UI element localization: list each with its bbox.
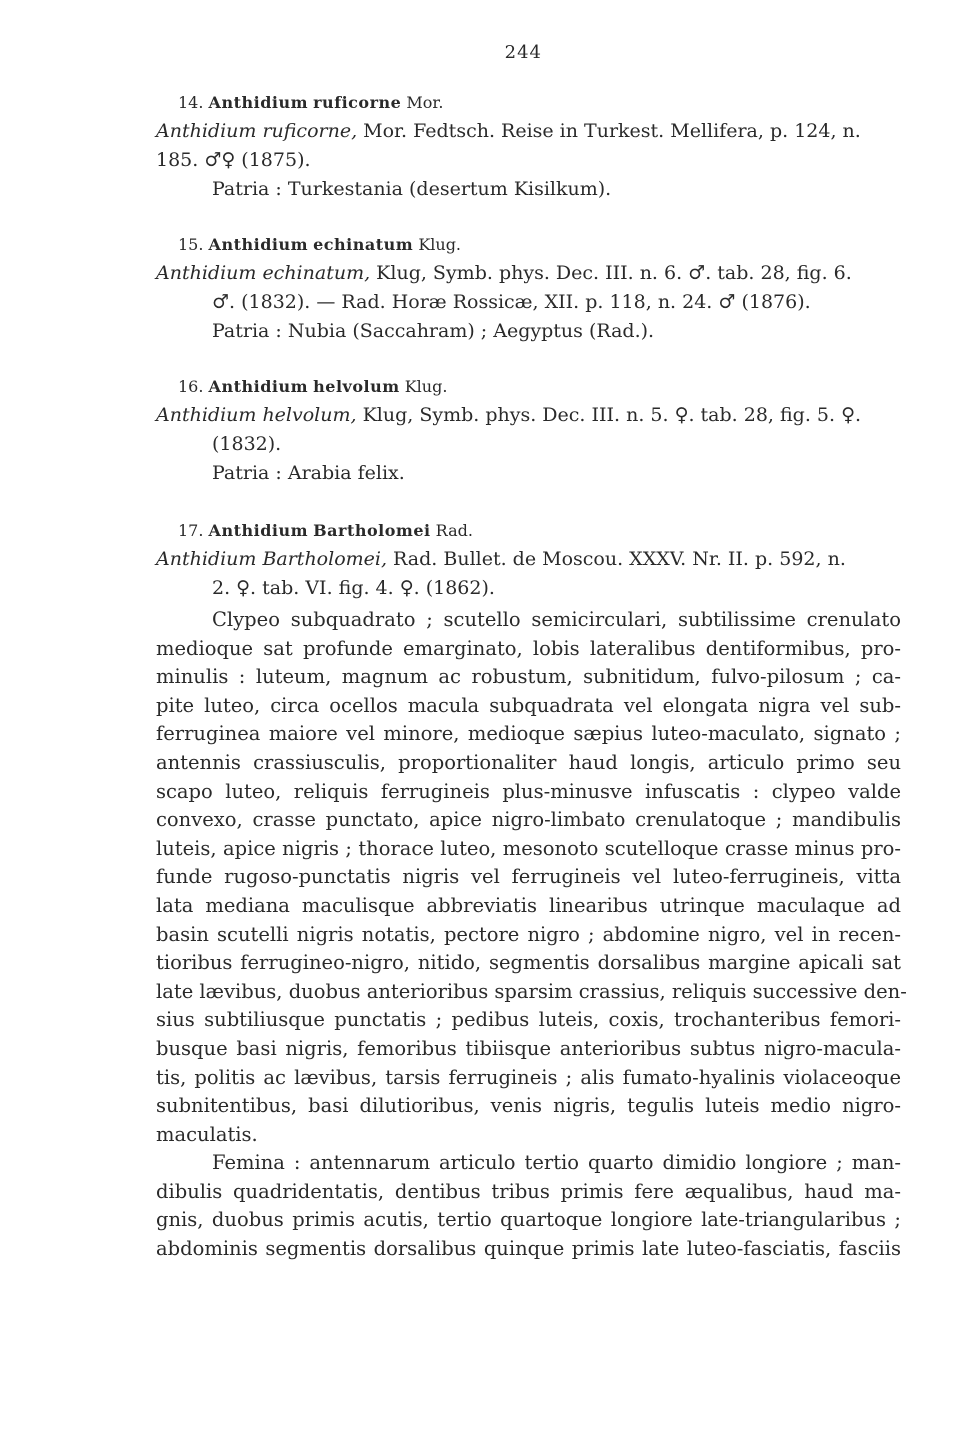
species-name: helvolum (313, 377, 400, 396)
citation-line (156, 146, 901, 175)
citation-italic: Anthidium echinatum, (156, 262, 371, 284)
text-line: busque basi nigris, femoribus tibiisque anterioribus subtus nigro-macula- (156, 1036, 901, 1060)
genus-name: Anthidium (208, 521, 309, 540)
entry-number: 16. (178, 377, 204, 396)
citation-line (212, 288, 901, 317)
text-line: minulis : luteum, magnum ac robustum, subnitidum, fulvo-pilosum ; ca- (156, 665, 901, 689)
entry-header (178, 372, 901, 401)
citation-line (156, 401, 901, 430)
entry-number: 14. (178, 93, 204, 112)
entry-header (178, 88, 901, 117)
text-line: scapo luteo, reliquis ferrugineis plus-minusve infuscatis : clypeo valde (156, 779, 901, 803)
species-entry-15 (156, 230, 901, 346)
species-name: ruficorne (313, 93, 402, 112)
entry-number: 17. (178, 521, 204, 540)
citation-line (212, 430, 901, 459)
patria-line: Patria : Arabia felix. (212, 462, 405, 484)
species-name: echinatum (313, 235, 414, 254)
citation-italic: Anthidium Bartholomei, (156, 548, 388, 570)
text-line: pite luteo, circa ocellos macula subquadrata vel elongata nigra vel sub- (156, 693, 901, 717)
text-line: Clypeo subquadrato ; scutello semicirculari, subtilissime crenulato (212, 608, 901, 631)
genus-name: Anthidium (208, 377, 309, 396)
citation-text: (1832). (212, 433, 282, 455)
text-line: convexo, crasse punctato, apice nigro-limbato crenulatoque ; mandibulis (156, 808, 901, 832)
citation-text: Klug, Symb. phys. Dec. III. n. 5. ♀. tab. 28, fig. 5. ♀. (356, 404, 862, 426)
text-line: Femina : antennarum articulo tertio quarto dimidio longiore ; man- (212, 1151, 901, 1175)
patria-line: Patria : Nubia (Saccahram) ; Aegyptus (Rad.). (212, 320, 655, 342)
text-line: gnis, duobus primis acutis, tertio quartoque longiore late-triangularibus ; (156, 1208, 901, 1232)
species-description (156, 606, 907, 1264)
text-line: tis, politis ac lævibus, tarsis ferrugineis ; alis fumato-hyalinis violaceoque (156, 1065, 901, 1089)
species-entry-14 (156, 88, 901, 204)
author-name: Mor. (406, 93, 444, 112)
text-line: dibulis quadridentatis, dentibus tribus primis fere æqualibus, haud ma- (156, 1179, 901, 1203)
text-line: luteis, apice nigris ; thorace luteo, mesonoto scutelloque crasse minus pro- (156, 836, 901, 860)
citation-text: Klug, Symb. phys. Dec. III. n. 6. ♂. tab. 28, fig. 6. (370, 262, 852, 284)
text-line: sius subtiliusque punctatis ; pedibus luteis, coxis, trochanteribus femori- (156, 1008, 901, 1032)
author-name: Rad. (435, 521, 473, 540)
text-line: late lævibus, duobus anterioribus sparsim crassius, reliquis successive den- (156, 979, 907, 1003)
species-entry-17 (156, 516, 901, 603)
entry-header (178, 516, 901, 545)
citation-line (212, 574, 901, 603)
text-line: abdominis segmentis dorsalibus quinque primis late luteo-fasciatis, fasciis (156, 1237, 901, 1261)
citation-line (156, 117, 901, 146)
citation-line (156, 259, 901, 288)
page-number: 244 (504, 42, 542, 63)
author-name: Klug. (404, 377, 448, 396)
citation-italic: Anthidium ruficorne, (156, 120, 358, 142)
citation-text: Rad. Bullet. de Moscou. XXXV. Nr. II. p. 592, n. (387, 548, 846, 570)
citation-text: Mor. Fedtsch. Reise in Turkest. Mellifera, p. 124, n. (357, 120, 861, 142)
text-line: lata mediana maculisque abbreviatis linearibus utrinque maculaque ad (156, 893, 901, 917)
citation-text: 185. ♂♀ (1875). (156, 149, 311, 171)
text-line: ferruginea maiore vel minore, medioque sæpius luteo-maculato, signato ; (156, 722, 901, 746)
text-line: medioque sat profunde emarginato, lobis lateralibus dentiformibus, pro- (156, 636, 901, 660)
text-line: tioribus ferrugineo-nigro, nitido, segmentis dorsalibus margine apicali sat (156, 951, 901, 975)
citation-italic: Anthidium helvolum, (156, 404, 357, 426)
patria-line: Patria : Turkestania (desertum Kisilkum). (212, 178, 612, 200)
text-line: subnitentibus, basi dilutioribus, venis nigris, tegulis luteis medio nigro- (156, 1094, 901, 1118)
citation-line (156, 545, 901, 574)
author-name: Klug. (418, 235, 462, 254)
citation-text: 2. ♀. tab. VI. fig. 4. ♀. (1862). (212, 577, 495, 599)
genus-name: Anthidium (208, 235, 309, 254)
entry-header (178, 230, 901, 259)
text-line: basin scutelli nigris notatis, pectore nigro ; abdomine nigro, vel in recen- (156, 922, 901, 946)
text-line: funde rugoso-punctatis nigris vel ferrugineis vel luteo-ferrugineis, vitta (156, 865, 901, 889)
genus-name: Anthidium (208, 93, 309, 112)
species-name: Bartholomei (313, 521, 431, 540)
entry-number: 15. (178, 235, 204, 254)
species-entry-16 (156, 372, 901, 488)
citation-text: ♂. (1832). — Rad. Horæ Rossicæ, XII. p. 118, n. 24. ♂ (1876). (212, 291, 811, 313)
text-line: antennis crassiusculis, proportionaliter haud longis, articulo primo seu (156, 750, 901, 774)
text-line: maculatis. (156, 1122, 258, 1146)
